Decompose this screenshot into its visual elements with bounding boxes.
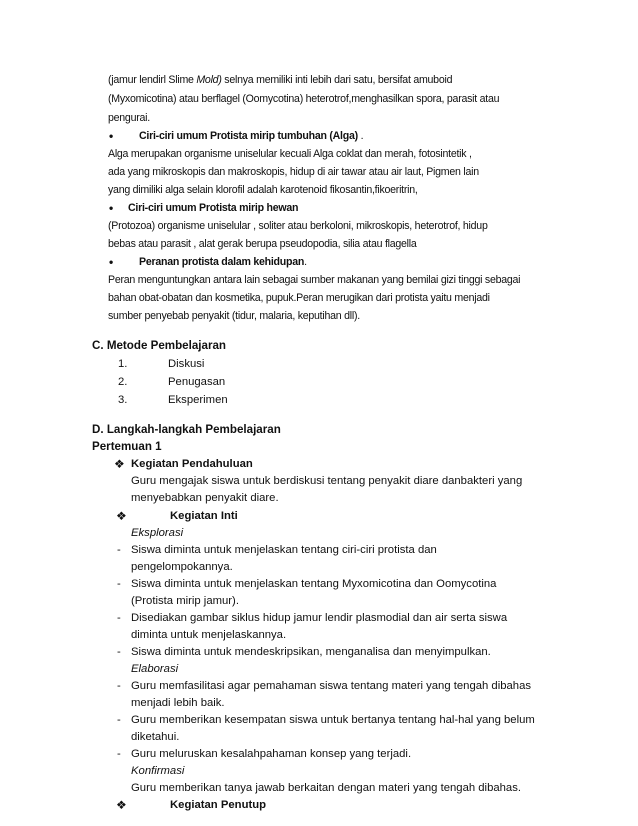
eksplorasi-item-1-line-1: Siswa diminta untuk menjelaskan tentang ciri-ciri protista dan — [131, 544, 437, 556]
method-number: 2. — [118, 376, 128, 388]
penutup-heading: Kegiatan Penutup — [170, 799, 267, 811]
peranan-heading: Peranan protista dalam kehidupan. — [139, 256, 307, 268]
inti-heading: Kegiatan Inti — [170, 510, 238, 522]
method-label: Penugasan — [168, 376, 226, 388]
konfirmasi-line-1: Guru memberikan tanya jawab berkaitan dengan materi yang tengah dibahas. — [131, 782, 521, 794]
elaborasi-item-3-line-1: Guru meluruskan kesalahpahaman konsep yang terjadi. — [131, 748, 412, 760]
peranan-line-1: Peran menguntungkan antara lain sebagai sumber makanan yang bemilai gizi tinggi sebagai — [108, 274, 521, 286]
section-c-title: C. Metode Pembelajaran — [92, 339, 227, 352]
hewan-line-2: bebas atau parasit , alat gerak berupa pseudopodia, silia atau flagella — [108, 238, 417, 250]
diamond-bullet-icon: ❖ — [114, 457, 125, 471]
bullet-icon: • — [109, 201, 114, 215]
hewan-line-1: (Protozoa) organisme uniselular , soliter atau berkoloni, mikroskopis, heterotrof, hidup — [108, 220, 488, 232]
eksplorasi-item-4-line-1: Siswa diminta untuk mendeskripsikan, menganalisa dan menyimpulkan. — [131, 646, 491, 658]
eksplorasi-item-3-line-1: Disediakan gambar siklus hidup jamur lendir plasmodial dan air serta siswa — [131, 612, 508, 624]
dash-icon: - — [117, 544, 121, 556]
bullet-icon: • — [109, 129, 114, 143]
eksplorasi-item-1-line-2: pengelompokannya. — [131, 561, 233, 573]
intro-line-1: (jamur lendirl Slime Mold) selnya memiliki inti lebih dari satu, bersifat amuboid — [108, 74, 453, 86]
elaborasi-item-2-line-1: Guru memberikan kesempatan siswa untuk bertanya tentang hal-hal yang belum — [131, 714, 535, 726]
dash-icon: - — [117, 748, 121, 760]
elaborasi-item-2-line-2: diketahui. — [131, 731, 180, 743]
alga-line-1: Alga merupakan organisme uniselular kecuali Alga coklat dan merah, fotosintetik , — [108, 148, 472, 160]
intro-line-3: pengurai. — [108, 112, 150, 124]
elaborasi-item-1-line-2: menjadi lebih baik. — [131, 697, 225, 709]
method-label: Eksperimen — [168, 394, 228, 406]
method-number: 1. — [118, 358, 128, 370]
elaborasi-item-1-line-1: Guru memfasilitasi agar pemahaman siswa tentang materi yang tengah dibahas — [131, 680, 532, 692]
alga-line-3: yang dimiliki alga selain klorofil adalah karotenoid fikosantin,fikoeritrin, — [108, 184, 418, 196]
eksplorasi-item-3-line-2: diminta untuk menjelaskannya. — [131, 629, 287, 641]
diamond-bullet-icon: ❖ — [116, 798, 127, 812]
dash-icon: - — [117, 680, 121, 692]
pendahuluan-line-1: Guru mengajak siswa untuk berdiskusi tentang penyakit diare danbakteri yang — [131, 475, 523, 487]
konfirmasi-label: Konfirmasi — [131, 765, 185, 777]
pendahuluan-line-2: menyebabkan penyakit diare. — [131, 492, 279, 504]
peranan-line-2: bahan obat-obatan dan kosmetika, pupuk.Peran merugikan dari protista yaitu menjadi — [108, 292, 490, 304]
meeting-title: Pertemuan 1 — [92, 440, 162, 453]
section-d-title: D. Langkah-langkah Pembelajaran — [92, 423, 281, 436]
diamond-bullet-icon: ❖ — [116, 509, 127, 523]
method-number: 3. — [118, 394, 128, 406]
dash-icon: - — [117, 578, 121, 590]
bullet-icon: • — [109, 255, 114, 269]
eksplorasi-item-2-line-1: Siswa diminta untuk menjelaskan tentang Myxomicotina dan Oomycotina — [131, 578, 497, 590]
alga-heading: Ciri-ciri umum Protista mirip tumbuhan (Alga) . — [139, 130, 364, 142]
pendahuluan-heading: Kegiatan Pendahuluan — [131, 458, 253, 470]
peranan-line-3: sumber penyebab penyakit (tidur, malaria, keputihan dll). — [108, 310, 360, 322]
dash-icon: - — [117, 714, 121, 726]
intro-line-2: (Myxomicotina) atau berflagel (Oomycotina) heterotrof,menghasilkan spora, parasit atau — [108, 93, 500, 105]
method-label: Diskusi — [168, 358, 205, 370]
dash-icon: - — [117, 646, 121, 658]
alga-line-2: ada yang mikroskopis dan makroskopis, hidup di air tawar atau air laut, Pigmen lain — [108, 166, 479, 178]
hewan-heading: Ciri-ciri umum Protista mirip hewan — [128, 202, 299, 214]
eksplorasi-item-2-line-2: (Protista mirip jamur). — [131, 595, 239, 607]
eksplorasi-label: Eksplorasi — [131, 527, 184, 539]
dash-icon: - — [117, 612, 121, 624]
elaborasi-label: Elaborasi — [131, 663, 179, 675]
